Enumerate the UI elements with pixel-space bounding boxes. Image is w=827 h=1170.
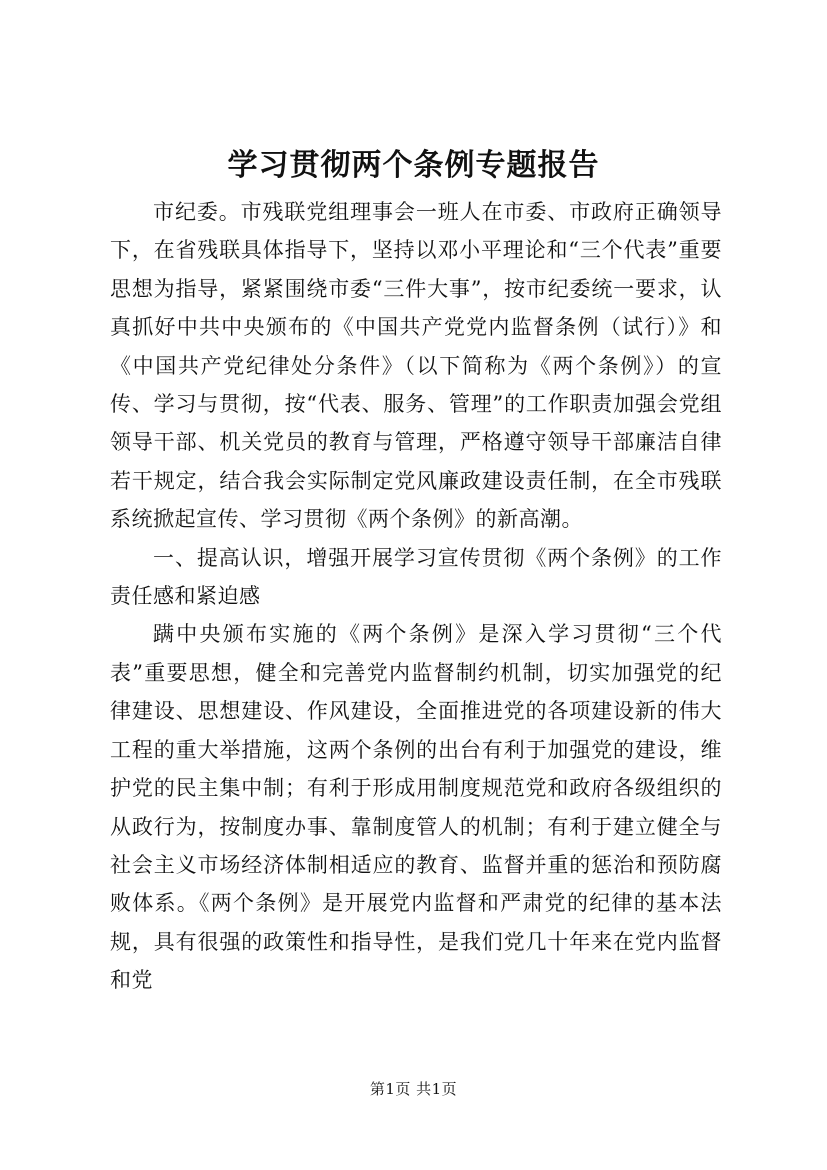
paragraph-significance: 蹒中央颁布实施的《两个条例》是深入学习贯彻“三个代表”重要思想，健全和完善党内监督制约机制，切实加强党的纪律建设、思想建设、作风建设，全面推进党的各项建设新的伟大工程的重大举措施，这两个条例的出台有利于加强党的建设，维护党的民主集中制；有利于形成用制度规范党和政府各级组织的从政行为，按制度办事、靠制度管人的机制；有利于建立健全与社会主义市场经济体制相适应的教育、监督并重的惩治和预防腐败体系。《两个条例》是开展党内监督和严肃党的纪律的基本法规，具有很强的政策性和指导性，是我们党几十年来在党内监督和党 (110, 622, 722, 993)
page-footer: 第1页 共1页 (369, 1080, 458, 1098)
document-body (110, 193, 722, 1000)
paragraph-section-heading: 一、提高认识，增强开展学习宣传贯彻《两个条例》的工作责任感和紧迫感 (110, 545, 722, 609)
paragraph-intro: 市纪委。市残联党组理事会一班人在市委、市政府正确领导下，在省残联具体指导下，坚持以邓小平理论和“三个代表”重要思想为指导，紧紧围绕市委“三件大事”，按市纪委统一要求，认真抓好中共中央颁布的《中国共产党党内监督条例（试行）》和《中国共产党纪律处分条件》（以下简称为《两个条例》）的宣传、学习与贯彻，按“代表、服务、管理”的工作职责加强会党组领导干部、机关党员的教育与管理，严格遵守领导干部廉洁自律若干规定，结合我会实际制定党风廉政建设责任制，在全市残联系统掀起宣传、学习贯彻《两个条例》的新高潮。 (110, 200, 722, 532)
document-title: 学习贯彻两个条例专题报告 (227, 148, 600, 183)
